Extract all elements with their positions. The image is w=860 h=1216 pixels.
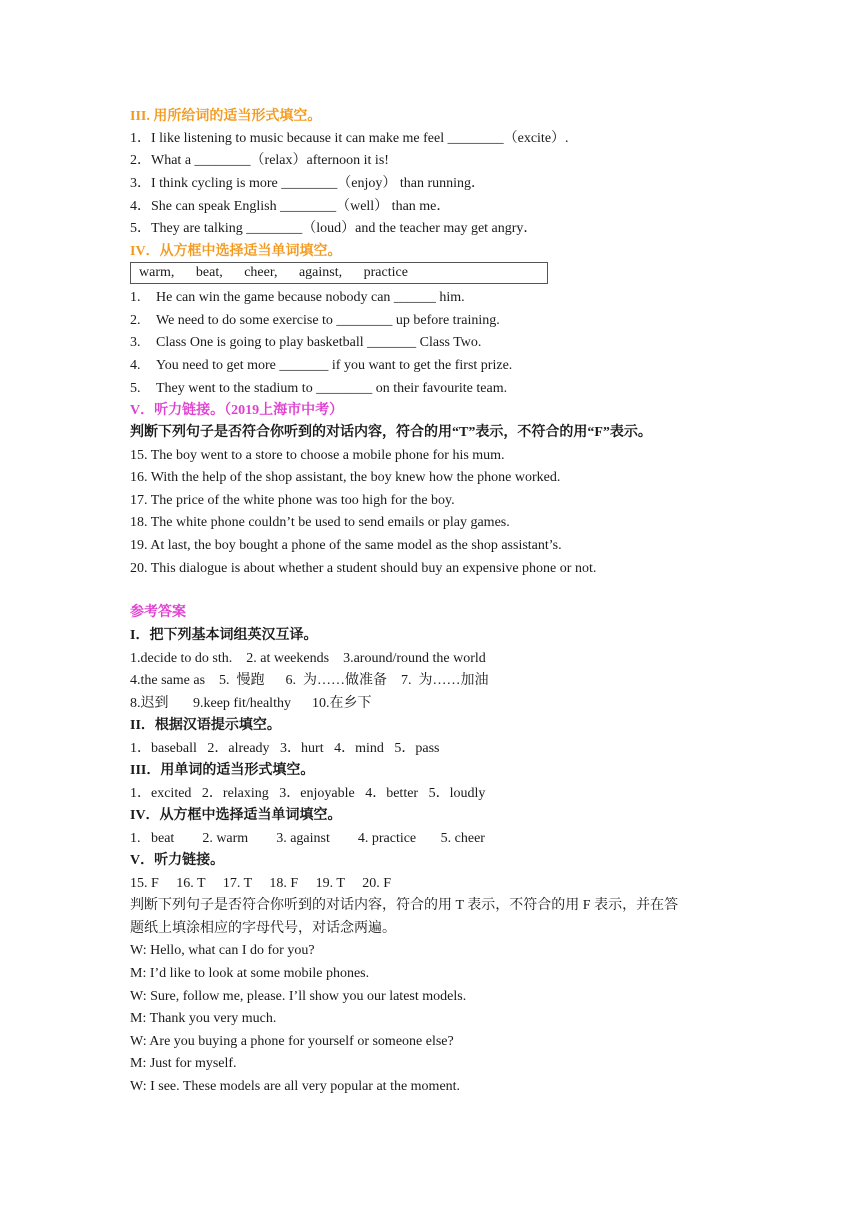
answers-part-5-line: 15. F 16. T 17. T 18. F 19. T 20. F <box>130 876 391 891</box>
item-number: 3. <box>130 335 141 350</box>
dialogue-line: M: I’d like to look at some mobile phones. <box>130 966 370 981</box>
answers-part-1-line-3: 8.迟到 9.keep fit/healthy 10.在乡下 <box>130 696 372 711</box>
word-box-item: beat, <box>195 265 223 280</box>
section-3-item-2: 2．What a ________（relax）afternoon it is! <box>130 153 389 168</box>
answers-part-5-title: V．听力链接。 <box>130 853 225 868</box>
word-box-item: against, <box>298 265 343 280</box>
answers-part-4-title: IV．从方框中选择适当单词填空。 <box>130 808 342 823</box>
answers-part-1-line-1: 1.decide to do sth. 2. at weekends 3.around/round the world <box>130 651 486 666</box>
item-text: Class One is going to play basketball _______ Class Two. <box>156 335 482 350</box>
dialogue-line: M: Just for myself. <box>130 1056 237 1071</box>
word-box-item: warm, <box>139 265 175 280</box>
dialogue-line: W: Sure, follow me, please. I’ll show you our latest models. <box>130 989 467 1004</box>
section-4-item-5 <box>130 380 507 398</box>
transcript-intro-line-2: 题纸上填涂相应的字母代号，对话念两遍。 <box>130 921 396 936</box>
section-3-title: III. 用所给词的适当形式填空。 <box>130 109 322 124</box>
item-text: You need to get more _______ if you want to get the first prize. <box>156 358 513 373</box>
section-3-item-1: 1．I like listening to music because it can make me feel ________（excite）. <box>130 131 569 146</box>
word-box-item: cheer, <box>244 265 278 280</box>
section-3-item-5: 5．They are talking ________（loud）and the teacher may get angry． <box>130 221 538 236</box>
item-number: 4. <box>130 358 141 373</box>
section-5-item-19: 19. At last, the boy bought a phone of the same model as the shop assistant’s. <box>130 538 562 553</box>
item-number: 5. <box>130 381 141 396</box>
dialogue-line: W: Are you buying a phone for yourself or someone else? <box>130 1034 454 1049</box>
answers-part-2-title: II．根据汉语提示填空。 <box>130 718 281 733</box>
answers-title: 参考答案 <box>130 605 186 620</box>
item-text: They went to the stadium to ________ on their favourite team. <box>156 381 508 396</box>
answers-part-1-line-2: 4.the same as 5. 慢跑 6. 为……做准备 7. 为……加油 <box>130 673 489 688</box>
item-text: We need to do some exercise to ________ up before training. <box>156 313 500 328</box>
section-5-item-20: 20. This dialogue is about whether a student should buy an expensive phone or not. <box>130 561 597 576</box>
answers-part-2-line: 1．baseball 2．already 3．hurt 4．mind 5．pass <box>130 741 440 756</box>
word-box <box>130 262 548 284</box>
section-5-item-16: 16. With the help of the shop assistant, the boy knew how the phone worked. <box>130 470 561 485</box>
dialogue-line: W: I see. These models are all very popular at the moment. <box>130 1079 461 1094</box>
section-5-item-18: 18. The white phone couldn’t be used to send emails or play games. <box>130 515 510 530</box>
word-box-item: practice <box>363 265 408 280</box>
transcript-intro-line-1: 判断下列句子是否符合你听到的对话内容，符合的用 T 表示，不符合的用 F 表示，并在答 <box>130 898 679 913</box>
item-number: 1. <box>130 290 141 305</box>
answers-part-3-line: 1．excited 2．relaxing 3．enjoyable 4．better 5．loudly <box>130 786 486 801</box>
item-number: 2. <box>130 313 141 328</box>
section-3-item-4: 4．She can speak English ________（well） than me． <box>130 199 451 214</box>
section-4-item-1 <box>130 289 465 307</box>
answers-part-3-title: III．用单词的适当形式填空。 <box>130 763 315 778</box>
section-5-title: V．听力链接。（2019上海市中考） <box>130 403 344 418</box>
dialogue-line: M: Thank you very much. <box>130 1011 277 1026</box>
dialogue-line: W: Hello, what can I do for you? <box>130 943 315 958</box>
section-4-title: IV．从方框中选择适当单词填空。 <box>130 244 342 259</box>
answers-part-4-line: 1. beat 2. warm 3. against 4. practice 5. cheer <box>130 831 485 846</box>
answers-part-1-title: I．把下列基本词组英汉互译。 <box>130 628 318 643</box>
section-5-instruction: 判断下列句子是否符合你听到的对话内容，符合的用“T”表示，不符合的用“F”表示。 <box>130 425 652 440</box>
section-4-item-2 <box>130 312 500 330</box>
section-5-item-15: 15. The boy went to a store to choose a mobile phone for his mum. <box>130 448 505 463</box>
item-text: He can win the game because nobody can ______ him. <box>156 290 465 305</box>
section-3-item-3: 3．I think cycling is more ________（enjoy） than running． <box>130 176 486 191</box>
section-4-item-4 <box>130 357 512 375</box>
section-4-item-3 <box>130 334 481 352</box>
section-5-item-17: 17. The price of the white phone was too high for the boy. <box>130 493 455 508</box>
